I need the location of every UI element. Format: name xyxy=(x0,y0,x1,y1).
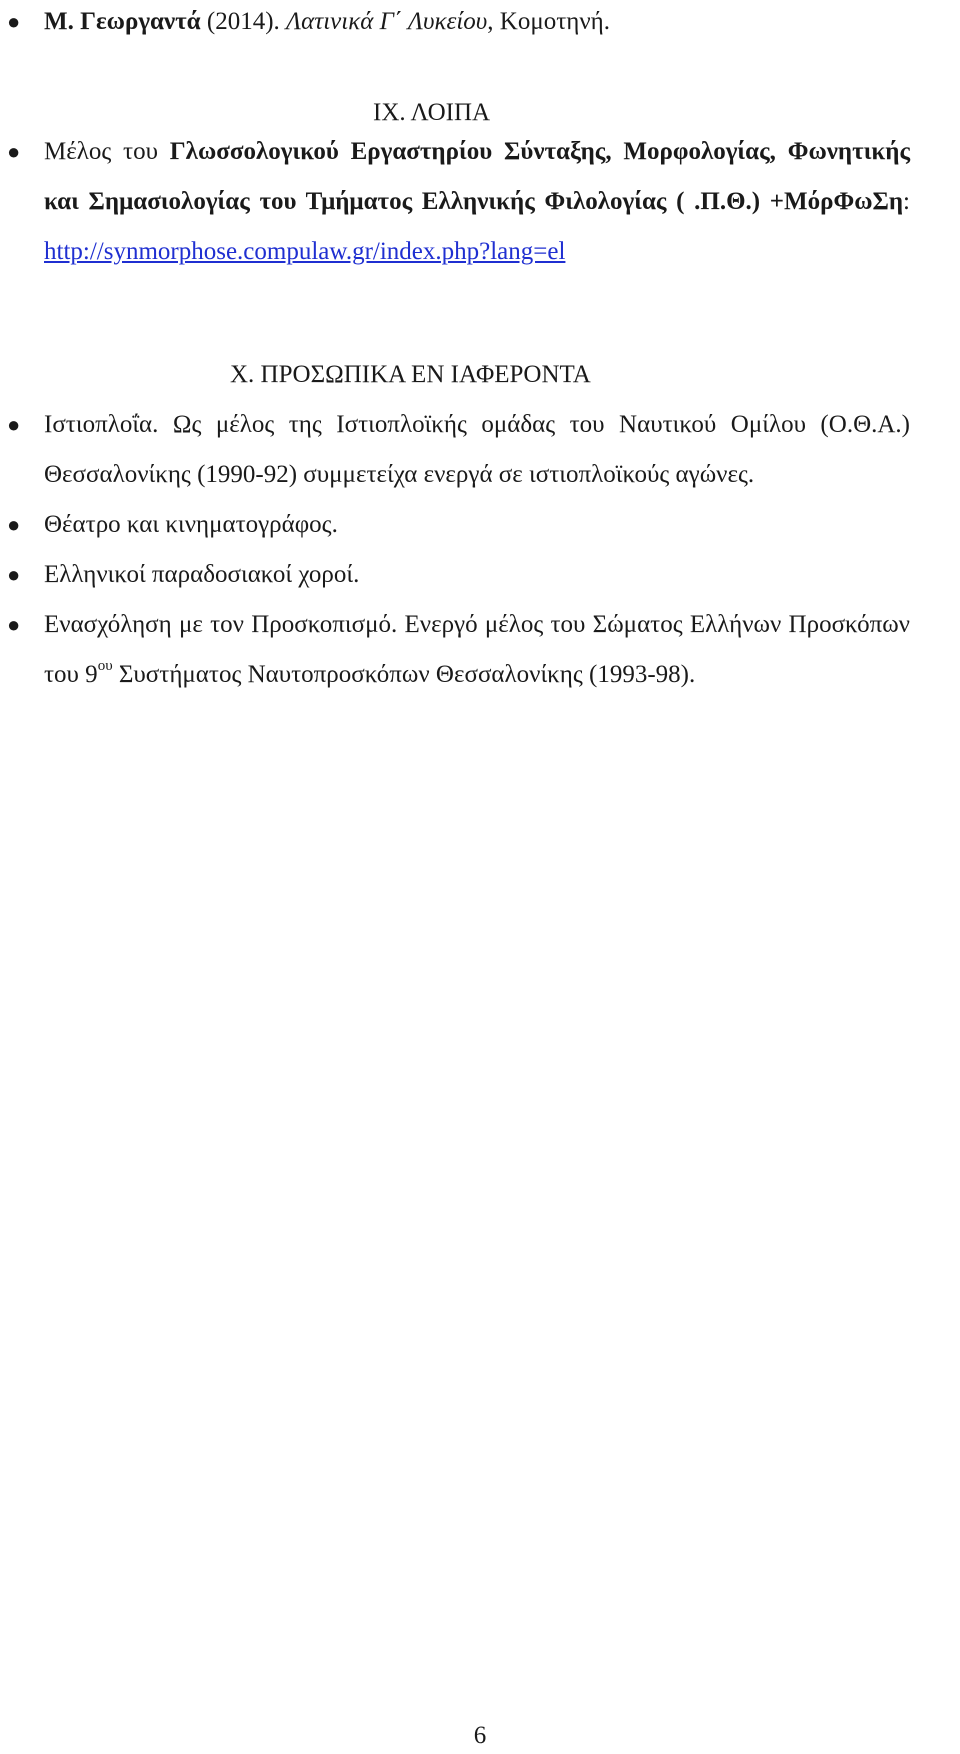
bullet-icon: ● xyxy=(7,139,21,164)
bullet-icon: ● xyxy=(7,512,21,537)
lab-name: Γλωσσολογικού Εργαστηρίου Σύνταξης, Μορφολογίας, Φωνητικής και Σημασιολογίας του Τμήματος Ελληνικής Φιλολογίας ( .Π.Θ.) +ΜόρΦωΣη xyxy=(44,138,910,215)
lab-website-link[interactable]: http://synmorphose.compulaw.gr/index.php?lang=el xyxy=(44,238,566,265)
page-number: 6 xyxy=(473,1722,487,1749)
list-item xyxy=(0,600,910,700)
bullet-icon: ● xyxy=(7,412,21,437)
bullet-icon: ● xyxy=(7,612,21,637)
list-item-text: Ελληνικοί παραδοσιακοί χοροί. xyxy=(44,561,360,588)
section-x-heading: Χ. ΠΡΟΣΩΠΙΚΑ ΕΝ ΙΑΦΕΡΟΝΤΑ xyxy=(230,361,591,388)
membership-prefix: Μέλος του xyxy=(44,138,170,165)
section-x-list xyxy=(0,400,910,700)
bullet-icon: ● xyxy=(7,562,21,587)
list-item xyxy=(0,400,910,500)
scouts-text: Ενασχόληση με τον Προσκοπισμό. Ενεργό μέλος του Σώματος Ελλήνων Προσκόπων του 9 xyxy=(44,611,910,688)
list-item xyxy=(0,500,910,550)
entry-title: Λατινικά Γ΄ Λυκείου xyxy=(286,8,488,35)
bullet-icon: ● xyxy=(7,9,21,34)
membership-colon: : xyxy=(903,188,910,215)
list-item-text: Ιστιοπλοΐα. Ως μέλος της Ιστιοπλοϊκής ομάδας του Ναυτικού Ομίλου (Ο.Θ.Α.) Θεσσαλονίκης (1990-92) συμμετείχα ενεργά σε ιστιοπλοϊκούς αγώνες. xyxy=(44,411,910,488)
entry-year: (2014). xyxy=(200,8,287,35)
entry-place: , Κομοτηνή. xyxy=(487,8,610,35)
list-item xyxy=(0,550,910,600)
section-ix-item xyxy=(0,127,910,277)
ordinal-superscript: ου xyxy=(97,658,113,674)
section-ix-heading: ΙΧ. ΛΟΙΠΑ xyxy=(373,99,491,126)
bibliography-entry xyxy=(0,0,910,47)
list-item-text: Θέατρο και κινηματογράφος. xyxy=(44,511,338,538)
scouts-text-end: Συστήματος Ναυτοπροσκόπων Θεσσαλονίκης (1993-98). xyxy=(112,661,696,688)
entry-author: Μ. Γεωργαντά xyxy=(44,8,201,35)
